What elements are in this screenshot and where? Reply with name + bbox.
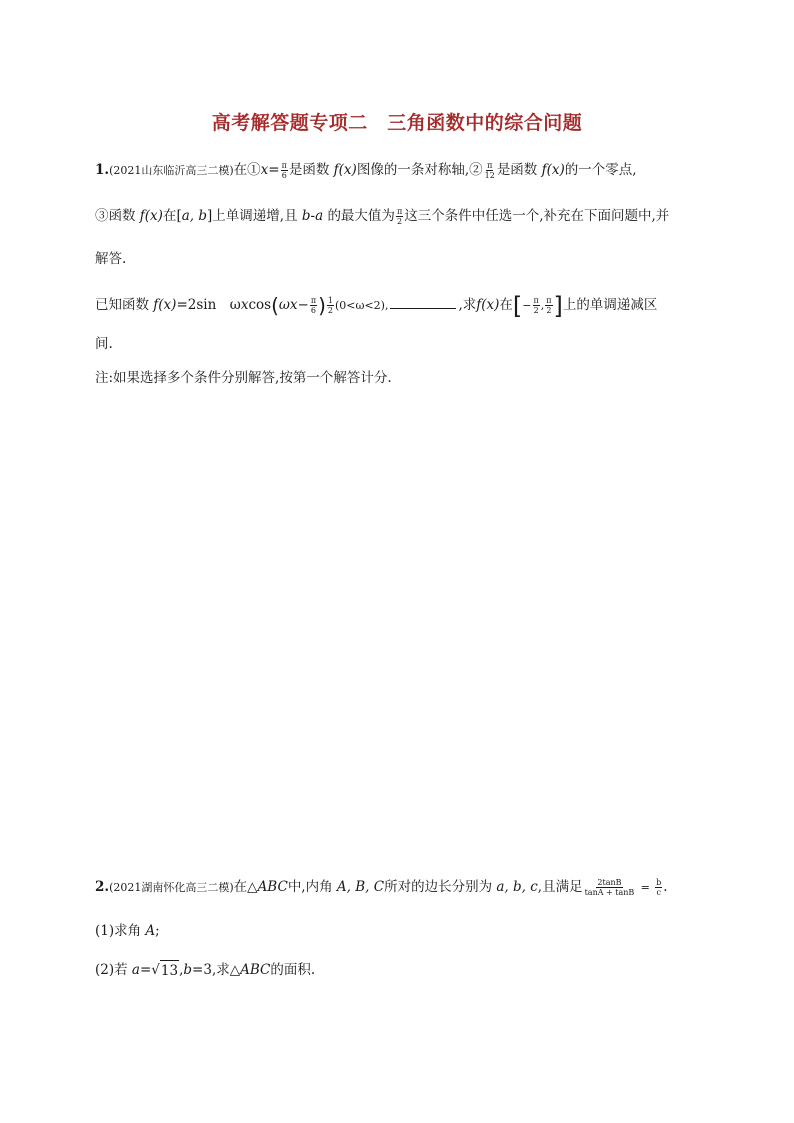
frac-den: 6: [281, 171, 287, 180]
frac-num: π: [546, 296, 552, 305]
frac-den: c: [656, 888, 661, 897]
answer-blank[interactable]: [390, 294, 456, 309]
q2-abcs: a, b, c: [496, 879, 538, 895]
q2-period: .: [663, 879, 668, 895]
q2-sub2-aeq: a=: [131, 962, 152, 978]
frac-den: 6: [310, 306, 316, 315]
q1-text-b: 是函数: [288, 162, 330, 178]
right-paren: ): [318, 293, 326, 318]
q1-number: 1.: [95, 162, 110, 178]
q1-line4-fx: f(x): [153, 297, 177, 313]
q2-line1: [95, 877, 668, 898]
q1-fx-3: f(x): [139, 208, 163, 224]
left-paren: (: [271, 293, 279, 318]
q1-text-c: 图像的一条对称轴,②: [356, 162, 483, 178]
q1-frac-pi-2: [396, 207, 403, 226]
frac-den: 2: [546, 306, 552, 315]
q1-line4: [95, 291, 658, 320]
left-bracket: [: [512, 291, 523, 320]
frac-num: b: [656, 878, 662, 887]
q1-line2-c: ]上单调递增,且: [207, 208, 298, 224]
right-bracket: ]: [553, 291, 563, 320]
q1-line1: [95, 160, 637, 181]
q1-line4-a: 已知函数: [95, 297, 149, 313]
frac-num: π: [396, 207, 403, 216]
q1-fx-1: f(x): [333, 162, 357, 178]
q1-line4-e: ,求: [458, 297, 477, 313]
q1-fx-2: f(x): [541, 162, 565, 178]
q1-line2-b: 在[: [162, 208, 182, 224]
q1-line4-f: 在: [499, 297, 513, 313]
q1-line2-d: 的最大值为: [327, 208, 395, 224]
q2-sub2-a: (2)若: [95, 962, 128, 978]
q2-source: (2021湖南怀化高三二模): [109, 881, 234, 894]
page-title: 高考解答题专项二 三角函数中的综合问题: [211, 112, 583, 134]
q2-sub1-a: (1)求角: [95, 923, 142, 939]
q1-line2-a: ③函数: [95, 208, 136, 224]
q2-number: 2.: [95, 879, 110, 895]
q1-line5: 间.: [95, 336, 113, 352]
comma: ,: [540, 299, 545, 312]
q1-line3: 解答.: [95, 251, 127, 267]
q1-frac-1-2: [327, 296, 334, 315]
q1-frac-pi-6-b: [310, 296, 317, 315]
frac-den: 12: [484, 171, 495, 180]
q1-line4-g: 上的单调递减区: [562, 297, 658, 313]
q1-line4-d: (0<ω<2),: [334, 299, 389, 312]
q2-sub2: [95, 960, 315, 981]
q1-line2-e: 这三个条件中任选一个,补充在下面问题中,并: [404, 208, 670, 224]
q2-main-fraction: [584, 878, 636, 897]
q2-text-c: 所对的边长分别为: [384, 879, 493, 895]
q1-bma: b-a: [301, 208, 324, 224]
frac-den: 2: [533, 306, 539, 315]
q1-text-a: 在①: [233, 162, 261, 178]
q2-sub2-b: ,: [179, 962, 184, 978]
q1-line4-minus: −: [297, 297, 309, 313]
q2-sub2-abc: ABC: [240, 962, 271, 978]
frac-num: π: [281, 161, 287, 170]
frac-num: π: [533, 296, 539, 305]
q2-eq: =: [640, 881, 650, 894]
frac-den: 2: [327, 306, 333, 315]
frac-den: tanA + tanB: [584, 888, 635, 897]
q2-frac-b-c: [655, 878, 662, 897]
q2-ABCv: A, B, C: [336, 879, 385, 895]
q2-sub2-c: ,求△: [211, 962, 241, 978]
q2-sub1-b: ;: [155, 923, 160, 939]
frac-den: 2: [397, 217, 403, 226]
frac-num: 1: [327, 296, 333, 305]
q1-line2: [95, 206, 669, 226]
q1-source: (2021山东临沂高三二模): [109, 164, 234, 177]
frac-num: π: [487, 161, 493, 170]
q1-text-e: 的一个零点,: [564, 162, 637, 178]
q1-line4-fx-2: f(x): [476, 297, 500, 313]
q1-frac-neg-pi-2: [533, 296, 540, 315]
q2-sub1-A: A: [145, 923, 156, 939]
frac-num: 2tanB: [597, 878, 622, 887]
q1-line4-c: cos: [248, 297, 272, 313]
q1-line4-b: =2sin ω: [176, 297, 241, 313]
q2-sub2-bval: 3: [203, 962, 212, 978]
q1-ab: a, b: [181, 208, 208, 224]
q1-line4-omega: ωx: [278, 297, 298, 313]
q2-sub1: [95, 921, 160, 941]
q2-text-b: 中,内角: [287, 879, 333, 895]
radical-sign: √: [151, 962, 160, 978]
q1-note: 注:如果选择多个条件分别解答,按第一个解答计分.: [95, 370, 392, 386]
q1-frac-pi-2-b: [545, 296, 552, 315]
q2-text-a: 在△: [233, 879, 258, 895]
neg-sign: −: [522, 299, 532, 312]
q1-frac-pi-12: [484, 161, 496, 180]
q1-cond1-var: x=: [260, 162, 280, 178]
q2-text-d: ,且满足: [537, 879, 583, 895]
radicand: 13: [160, 960, 179, 981]
q2-sub2-d: 的面积.: [270, 962, 316, 978]
q2-sub2-beq: b=: [183, 962, 204, 978]
q1-text-d: 是函数: [496, 162, 538, 178]
q2-abc: ABC: [257, 879, 288, 895]
sqrt-symbol: [151, 960, 179, 981]
q1-frac-pi-6: [281, 161, 288, 180]
frac-num: π: [310, 296, 317, 305]
q1-line4-x: x: [240, 297, 249, 313]
